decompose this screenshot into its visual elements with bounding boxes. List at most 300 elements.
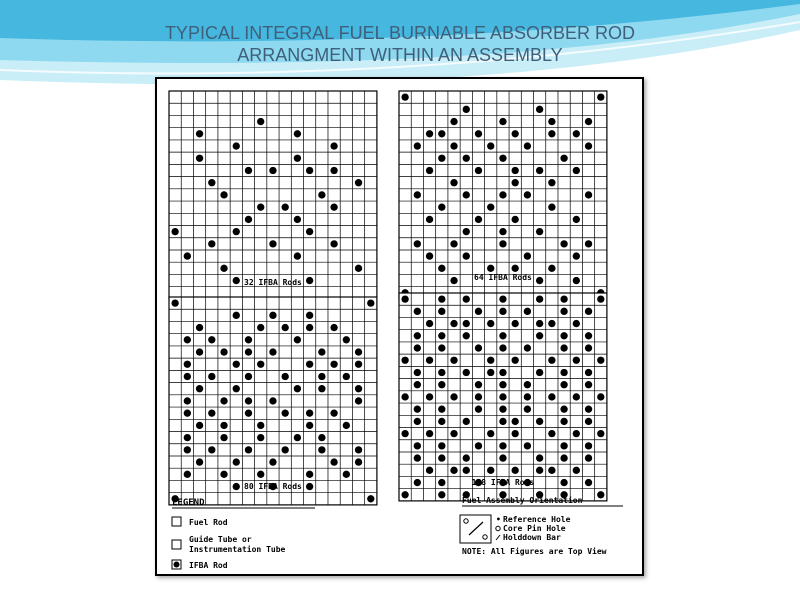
ifba-rod-marker [548, 179, 555, 186]
ifba-rod-marker [257, 422, 264, 429]
ifba-rod-marker [355, 385, 362, 392]
ifba-rod-marker [475, 167, 482, 174]
ifba-rod-marker [306, 228, 313, 235]
ifba-rod-marker [184, 373, 191, 380]
core-pin-hole-marker [496, 526, 500, 530]
fuel-rod-swatch [172, 517, 181, 526]
ifba-rod-marker [512, 320, 519, 327]
ifba-rod-marker [282, 410, 289, 417]
ifba-rod-marker [245, 446, 252, 453]
ifba-rod-marker [463, 467, 470, 474]
ifba-rod-marker [463, 106, 470, 113]
ifba-rod-marker [184, 410, 191, 417]
ifba-rod-marker [208, 446, 215, 453]
ifba-rod-marker [475, 406, 482, 413]
ifba-rod-marker [257, 118, 264, 125]
ifba-rod-marker [184, 336, 191, 343]
ifba-rod-marker [548, 357, 555, 364]
ifba-rod-marker [560, 308, 567, 315]
ifba-rod-marker [524, 308, 531, 315]
ifba-rod-marker [220, 471, 227, 478]
ifba-rod-marker [463, 252, 470, 259]
ifba-rod-marker [330, 324, 337, 331]
ifba-rod-marker [208, 179, 215, 186]
ifba-rod-marker [560, 406, 567, 413]
ifba-rod-marker [524, 381, 531, 388]
assembly-panels [169, 91, 607, 505]
ifba-rod-marker [597, 357, 604, 364]
ifba-rod-marker [414, 191, 421, 198]
ifba-rod-marker [585, 240, 592, 247]
ifba-rod-marker [401, 93, 408, 100]
ifba-rod-marker [463, 228, 470, 235]
ifba-rod-marker [597, 430, 604, 437]
ifba-rod-marker [318, 434, 325, 441]
ifba-rod-marker [426, 216, 433, 223]
ifba-rod-marker [560, 442, 567, 449]
ifba-rod-marker [401, 491, 408, 498]
ifba-rod-marker [438, 130, 445, 137]
ifba-rod-marker [536, 295, 543, 302]
ifba-rod-marker [438, 344, 445, 351]
ifba-rod-marker [184, 252, 191, 259]
ifba-rod-marker [318, 191, 325, 198]
ifba-rod-marker [560, 332, 567, 339]
ifba-rod-marker [233, 385, 240, 392]
ifba-rod-marker [524, 142, 531, 149]
ifba-rod-marker [560, 344, 567, 351]
ifba-rod-marker [585, 381, 592, 388]
ifba-rod-marker [548, 430, 555, 437]
guide-tube-swatch [172, 540, 181, 549]
ifba-rod-marker [245, 167, 252, 174]
ifba-rod-marker [585, 442, 592, 449]
ifba-rod-marker [220, 191, 227, 198]
ifba-rod-marker [573, 320, 580, 327]
assembly-panel-80 [169, 297, 377, 505]
ifba-rod-marker [330, 458, 337, 465]
ifba-rod-marker [282, 373, 289, 380]
ifba-rod-marker [450, 277, 457, 284]
ifba-rod-marker [573, 252, 580, 259]
ifba-rod-marker [524, 191, 531, 198]
ifba-rod-marker [269, 397, 276, 404]
ifba-rod-marker [196, 422, 203, 429]
ifba-rod-marker [257, 324, 264, 331]
ifba-rod-marker [512, 265, 519, 272]
ifba-rod-marker [414, 479, 421, 486]
ifba-rod-marker [414, 308, 421, 315]
ifba-rod-marker [355, 397, 362, 404]
ifba-rod-marker [257, 361, 264, 368]
ifba-rod-marker [560, 369, 567, 376]
ifba-rod-marker [401, 295, 408, 302]
ifba-rod-marker [306, 167, 313, 174]
ifba-rod-marker [184, 446, 191, 453]
ifba-rod-marker [536, 320, 543, 327]
ifba-rod-marker [294, 385, 301, 392]
ifba-rod-marker [524, 406, 531, 413]
ifba-rod-marker [499, 393, 506, 400]
slide-title-line-2: ARRANGMENT WITHIN AN ASSEMBLY [237, 45, 563, 65]
ifba-rod-marker [196, 155, 203, 162]
ifba-rod-marker [184, 434, 191, 441]
ifba-rod-marker [208, 373, 215, 380]
ifba-rod-marker [548, 393, 555, 400]
ifba-rod-marker [585, 332, 592, 339]
ifba-rod-marker [438, 491, 445, 498]
ifba-rod-marker [330, 142, 337, 149]
ifba-rod-marker [548, 118, 555, 125]
ifba-rod-marker [306, 483, 313, 490]
ifba-rod-marker [573, 467, 580, 474]
assembly-caption: 128 IFBA Rods [471, 478, 535, 487]
ifba-rod-marker [438, 479, 445, 486]
legend-title: LEGEND [172, 498, 205, 508]
ifba-rod-marker [438, 381, 445, 388]
ifba-rod-marker [560, 479, 567, 486]
ifba-rod-marker [343, 471, 350, 478]
ifba-rod-marker [414, 418, 421, 425]
ifba-rod-marker [499, 442, 506, 449]
ifba-rod-marker [306, 324, 313, 331]
ifba-rod-marker [438, 418, 445, 425]
ifba-rod-marker [294, 336, 301, 343]
ifba-rod-marker [318, 348, 325, 355]
ifba-rod-marker [438, 295, 445, 302]
ifba-rod-marker [548, 467, 555, 474]
assembly-caption: 80 IFBA Rods [244, 482, 302, 491]
ifba-rod-marker [438, 406, 445, 413]
ifba-rod-marker [487, 142, 494, 149]
ifba-rod-marker [269, 240, 276, 247]
assembly-grid-border [169, 91, 377, 299]
ifba-rod-marker [306, 312, 313, 319]
ifba-rod-marker [499, 454, 506, 461]
ifba-rod-swatch-dot [174, 562, 180, 568]
ifba-rod-marker [438, 442, 445, 449]
ifba-rod-marker [536, 332, 543, 339]
ifba-rod-marker [536, 228, 543, 235]
ifba-rod-marker [233, 228, 240, 235]
ifba-rod-marker [597, 295, 604, 302]
ifba-rod-marker [499, 155, 506, 162]
ifba-rod-marker [499, 191, 506, 198]
ifba-rod-marker [438, 332, 445, 339]
ifba-rod-marker [355, 361, 362, 368]
legend [172, 498, 315, 570]
ifba-rod-marker [306, 410, 313, 417]
ifba-rod-marker [499, 406, 506, 413]
ifba-rod-marker [355, 458, 362, 465]
ifba-rod-marker [499, 381, 506, 388]
ifba-rod-marker [548, 320, 555, 327]
ifba-rod-marker [450, 357, 457, 364]
ifba-rod-marker [463, 191, 470, 198]
ifba-rod-marker [597, 491, 604, 498]
ifba-rod-marker [245, 410, 252, 417]
ifba-rod-marker [294, 155, 301, 162]
ifba-rod-marker [524, 252, 531, 259]
ifba-rod-marker [560, 240, 567, 247]
ifba-figure-canvas [157, 79, 642, 574]
ifba-rod-marker [196, 348, 203, 355]
ifba-rod-marker [220, 348, 227, 355]
ifba-rod-marker [450, 179, 457, 186]
legend-fuel-rod-label: Fuel Rod [189, 518, 228, 527]
ifba-rod-marker [269, 458, 276, 465]
ifba-rod-marker [343, 336, 350, 343]
ifba-rod-marker [414, 240, 421, 247]
assembly-panel-32 [169, 91, 377, 299]
legend-ifba-rod-label: IFBA Rod [189, 561, 228, 570]
ifba-rod-marker [475, 130, 482, 137]
ifba-rod-marker [184, 397, 191, 404]
ifba-rod-marker [450, 118, 457, 125]
ifba-rod-marker [208, 240, 215, 247]
ifba-rod-marker [463, 155, 470, 162]
ifba-rod-marker [475, 393, 482, 400]
ifba-rod-marker [294, 130, 301, 137]
ifba-rod-marker [487, 369, 494, 376]
ifba-rod-marker [512, 357, 519, 364]
ifba-rod-marker [487, 204, 494, 211]
ifba-rod-marker [330, 204, 337, 211]
ifba-rod-marker [585, 191, 592, 198]
ifba-rod-marker [426, 252, 433, 259]
ifba-rod-marker [512, 167, 519, 174]
ifba-rod-marker [573, 216, 580, 223]
ifba-rod-marker [536, 467, 543, 474]
top-view-note: NOTE: All Figures are Top View [462, 547, 607, 556]
ifba-rod-marker [548, 130, 555, 137]
ifba-rod-marker [573, 277, 580, 284]
ifba-rod-marker [560, 381, 567, 388]
ifba-rod-marker [245, 336, 252, 343]
ifba-rod-marker [487, 467, 494, 474]
ifba-rod-marker [450, 430, 457, 437]
ifba-rod-marker [401, 393, 408, 400]
ifba-rod-marker [438, 454, 445, 461]
ifba-rod-marker [294, 216, 301, 223]
ifba-rod-marker [463, 454, 470, 461]
ifba-rod-marker [450, 393, 457, 400]
ifba-rod-marker [233, 361, 240, 368]
ifba-rod-marker [450, 142, 457, 149]
ifba-rod-marker [573, 393, 580, 400]
ifba-rod-marker [499, 295, 506, 302]
ifba-rod-marker [414, 369, 421, 376]
ifba-rod-marker [560, 295, 567, 302]
ifba-rod-marker [184, 361, 191, 368]
ifba-rod-marker [355, 446, 362, 453]
ifba-rod-marker [585, 454, 592, 461]
reference-hole-label: Reference Hole [503, 515, 571, 524]
holddown-bar-marker [496, 535, 500, 540]
ifba-rod-marker [560, 454, 567, 461]
ifba-rod-marker [463, 320, 470, 327]
ifba-rod-marker [499, 118, 506, 125]
ifba-rod-marker [475, 381, 482, 388]
ifba-rod-marker [306, 277, 313, 284]
ifba-rod-marker [475, 308, 482, 315]
ifba-rod-marker [499, 308, 506, 315]
assembly-caption: 64 IFBA Rods [474, 273, 532, 282]
fuel-assembly-orientation [460, 495, 623, 556]
ifba-rod-marker [438, 155, 445, 162]
ifba-rod-marker [220, 434, 227, 441]
slide-title-line-1: TYPICAL INTEGRAL FUEL BURNABLE ABSORBER ROD [164, 23, 636, 43]
ifba-rod-marker [426, 320, 433, 327]
ifba-rod-marker [585, 344, 592, 351]
ifba-rod-marker [282, 446, 289, 453]
ifba-rod-marker [269, 312, 276, 319]
ifba-rod-marker [426, 467, 433, 474]
ifba-rod-marker [450, 467, 457, 474]
ifba-rod-marker [573, 430, 580, 437]
ifba-rod-marker [585, 406, 592, 413]
ifba-rod-marker [306, 361, 313, 368]
ifba-rod-marker [450, 240, 457, 247]
ifba-rod-marker [414, 142, 421, 149]
ifba-rod-marker [597, 93, 604, 100]
ifba-rod-marker [233, 458, 240, 465]
ifba-rod-marker [343, 373, 350, 380]
ifba-rod-marker [499, 240, 506, 247]
ifba-rod-marker [330, 410, 337, 417]
ifba-rod-marker [438, 204, 445, 211]
ifba-rod-marker [499, 228, 506, 235]
assembly-panel-128 [399, 293, 607, 501]
ifba-rod-marker [294, 434, 301, 441]
ifba-rod-marker [171, 299, 178, 306]
ifba-rod-marker [233, 483, 240, 490]
ifba-rod-marker [208, 410, 215, 417]
ifba-rod-marker [245, 397, 252, 404]
ifba-rod-marker [269, 167, 276, 174]
ifba-rod-marker [499, 344, 506, 351]
core-pin-hole-label: Core Pin Hole [503, 524, 566, 533]
ifba-rod-marker [330, 240, 337, 247]
ifba-rod-marker [512, 216, 519, 223]
reference-hole-marker: • [496, 515, 501, 524]
legend-guide-tube-label-1: Guide Tube or [189, 535, 252, 544]
ifba-rod-marker [208, 336, 215, 343]
ifba-rod-marker [536, 277, 543, 284]
ifba-rod-marker [499, 332, 506, 339]
ifba-rod-marker [536, 418, 543, 425]
ifba-rod-marker [585, 118, 592, 125]
ifba-rod-marker [512, 467, 519, 474]
ifba-rod-marker [536, 167, 543, 174]
ifba-rod-marker [426, 393, 433, 400]
ifba-rod-marker [355, 265, 362, 272]
ifba-rod-marker [499, 369, 506, 376]
ifba-rod-marker [233, 142, 240, 149]
ifba-rod-marker [245, 216, 252, 223]
ifba-rod-marker [257, 434, 264, 441]
ifba-rod-marker [245, 348, 252, 355]
ifba-rod-marker [414, 332, 421, 339]
ifba-rod-marker [401, 430, 408, 437]
ifba-rod-marker [414, 406, 421, 413]
ifba-rod-marker [318, 385, 325, 392]
ifba-rod-marker [438, 369, 445, 376]
ifba-rod-marker [233, 312, 240, 319]
ifba-rod-marker [426, 430, 433, 437]
ifba-rod-marker [573, 130, 580, 137]
ifba-rod-marker [196, 385, 203, 392]
ifba-rod-marker [438, 265, 445, 272]
ifba-rod-marker [487, 265, 494, 272]
ifba-rod-marker [585, 142, 592, 149]
ifba-rod-marker [318, 373, 325, 380]
ifba-rod-marker [499, 418, 506, 425]
ifba-rod-marker [487, 320, 494, 327]
ifba-rod-marker [233, 277, 240, 284]
ifba-rod-marker [560, 155, 567, 162]
ifba-rod-marker [220, 265, 227, 272]
ifba-rod-marker [257, 204, 264, 211]
ifba-rod-marker [306, 422, 313, 429]
ifba-rod-marker [257, 471, 264, 478]
ifba-rod-marker [245, 373, 252, 380]
ifba-rod-marker [475, 442, 482, 449]
ifba-rod-marker [196, 458, 203, 465]
ifba-rod-marker [220, 422, 227, 429]
holddown-bar-label: Holddown Bar [503, 533, 561, 542]
ifba-rod-marker [294, 252, 301, 259]
ifba-rod-marker [487, 357, 494, 364]
ifba-rod-marker [475, 216, 482, 223]
ifba-rod-marker [414, 344, 421, 351]
ifba-rod-marker [426, 130, 433, 137]
ifba-rod-marker [438, 308, 445, 315]
ifba-rod-marker [487, 430, 494, 437]
ifba-rod-marker [220, 397, 227, 404]
assembly-panel-64 [399, 91, 607, 299]
ifba-rod-marker [171, 228, 178, 235]
ifba-rod-marker [585, 479, 592, 486]
ifba-rod-marker [355, 348, 362, 355]
ifba-rod-marker [367, 299, 374, 306]
ifba-rod-marker [524, 393, 531, 400]
ifba-rod-marker [401, 357, 408, 364]
ifba-rod-marker [343, 422, 350, 429]
ifba-rod-marker [269, 348, 276, 355]
ifba-rod-marker [282, 324, 289, 331]
ifba-rod-marker [426, 357, 433, 364]
ifba-rod-marker [184, 471, 191, 478]
ifba-rod-marker [414, 442, 421, 449]
ifba-rod-marker [585, 418, 592, 425]
ifba-rod-marker [463, 418, 470, 425]
ifba-rod-marker [536, 369, 543, 376]
legend-guide-tube-label-2: Instrumentation Tube [189, 545, 286, 554]
ifba-rod-marker [548, 204, 555, 211]
ifba-rod-marker [597, 393, 604, 400]
ifba-rod-marker [318, 446, 325, 453]
assembly-caption: 32 IFBA Rods [244, 278, 302, 287]
ifba-rod-marker [426, 167, 433, 174]
ifba-rod-marker [463, 332, 470, 339]
ifba-rod-marker [560, 418, 567, 425]
ifba-rod-marker [573, 167, 580, 174]
ifba-rod-marker [524, 442, 531, 449]
ifba-rod-marker [196, 130, 203, 137]
ifba-rod-marker [330, 361, 337, 368]
ifba-rod-marker [536, 106, 543, 113]
